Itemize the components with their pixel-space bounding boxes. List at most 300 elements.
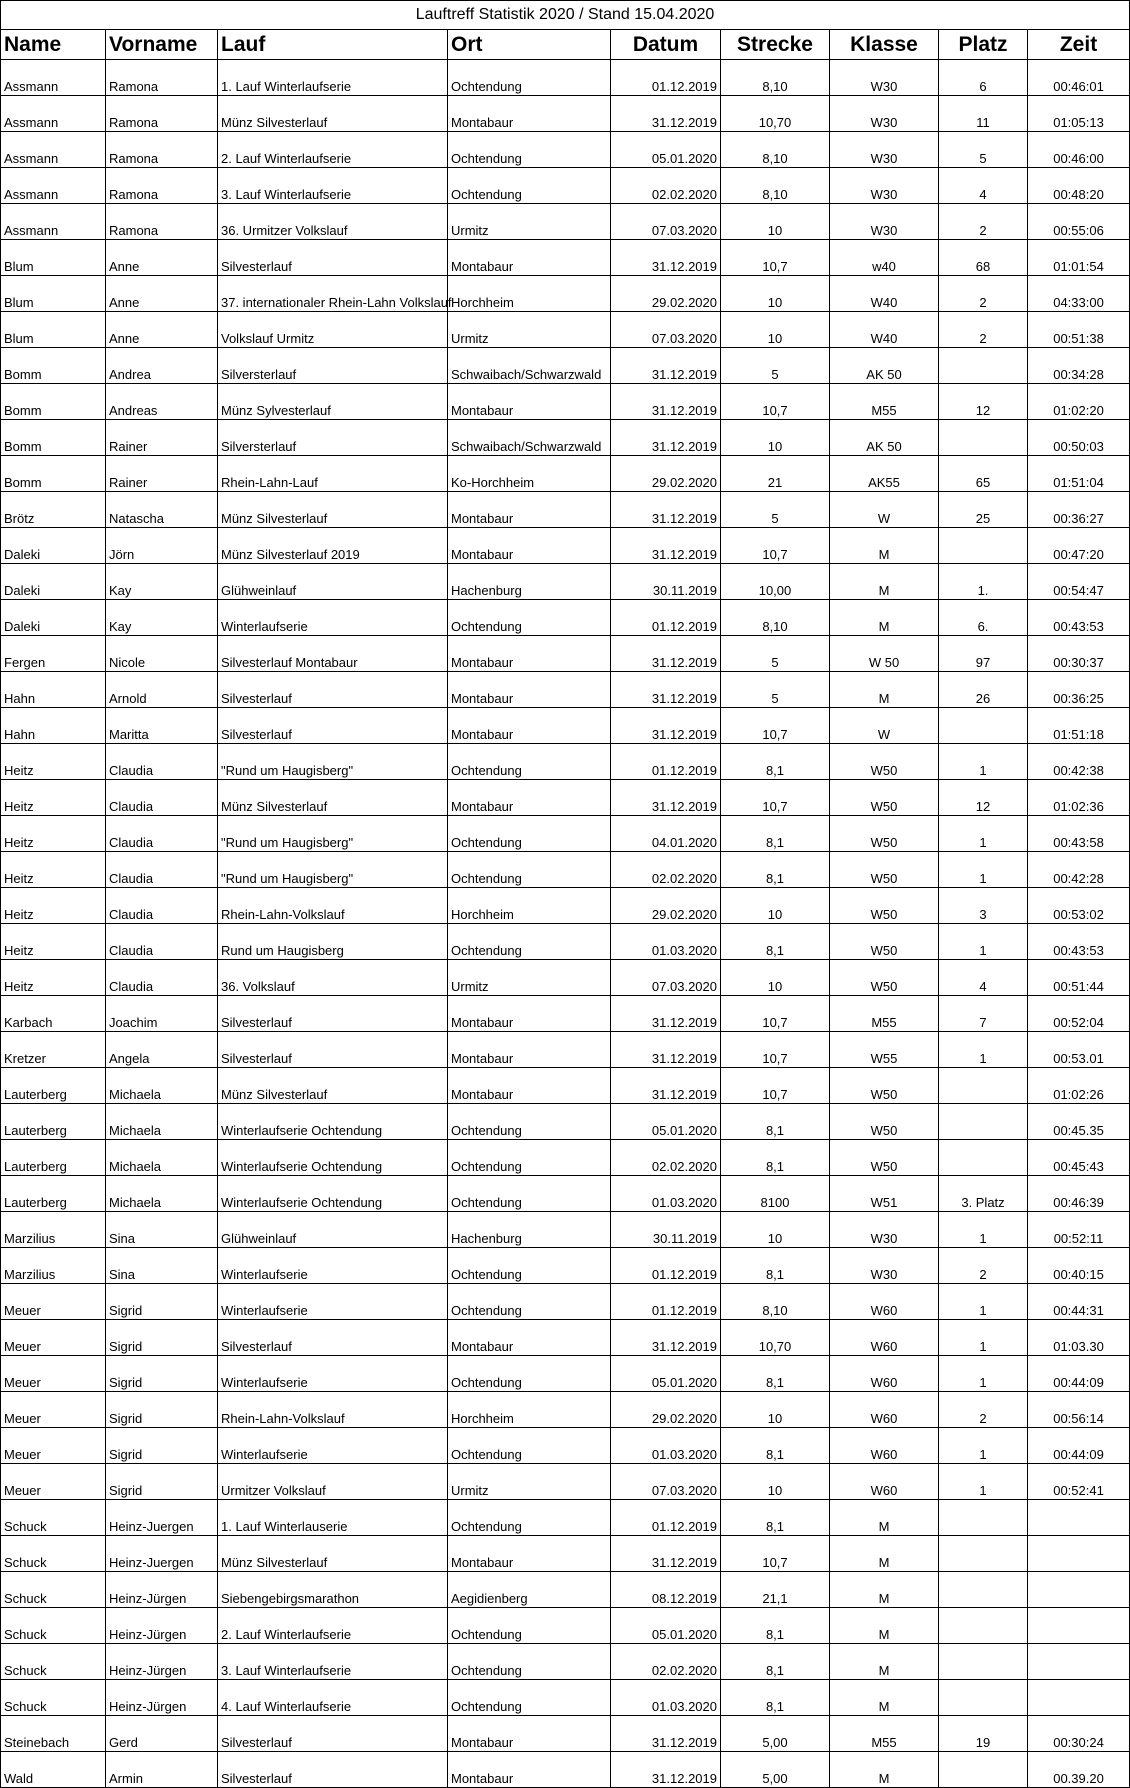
cell-klasse[interactable]: W30 <box>830 204 939 240</box>
cell-strecke[interactable]: 8,1 <box>721 1104 830 1140</box>
cell-strecke[interactable]: 10 <box>721 1392 830 1428</box>
cell-klasse[interactable]: W30 <box>830 1212 939 1248</box>
cell-zeit[interactable]: 00:56:14 <box>1028 1392 1130 1428</box>
cell-datum[interactable]: 01.12.2019 <box>611 600 721 636</box>
cell-datum[interactable]: 31.12.2019 <box>611 1032 721 1068</box>
cell-klasse[interactable]: W50 <box>830 1068 939 1104</box>
cell-datum[interactable]: 01.12.2019 <box>611 60 721 96</box>
cell-strecke[interactable]: 10 <box>721 204 830 240</box>
cell-strecke[interactable]: 10 <box>721 888 830 924</box>
cell-datum[interactable]: 01.12.2019 <box>611 1248 721 1284</box>
cell-datum[interactable]: 01.12.2019 <box>611 1284 721 1320</box>
cell-klasse[interactable]: W60 <box>830 1356 939 1392</box>
cell-name[interactable]: Hahn <box>1 672 106 708</box>
cell-klasse[interactable]: W50 <box>830 1104 939 1140</box>
cell-vorname[interactable]: Heinz-Jürgen <box>106 1608 218 1644</box>
cell-datum[interactable]: 31.12.2019 <box>611 240 721 276</box>
cell-platz[interactable]: 65 <box>939 456 1028 492</box>
cell-vorname[interactable]: Claudia <box>106 744 218 780</box>
cell-ort[interactable]: Ochtendung <box>448 1176 611 1212</box>
cell-strecke[interactable]: 8,1 <box>721 924 830 960</box>
cell-platz[interactable]: 12 <box>939 384 1028 420</box>
cell-ort[interactable]: Horchheim <box>448 1392 611 1428</box>
cell-zeit[interactable] <box>1028 1680 1130 1716</box>
cell-strecke[interactable]: 10,70 <box>721 96 830 132</box>
cell-platz[interactable]: 11 <box>939 96 1028 132</box>
cell-strecke[interactable]: 10 <box>721 960 830 996</box>
cell-ort[interactable]: Ochtendung <box>448 816 611 852</box>
cell-name[interactable]: Heitz <box>1 924 106 960</box>
cell-platz[interactable] <box>939 1608 1028 1644</box>
cell-platz[interactable] <box>939 420 1028 456</box>
cell-lauf[interactable]: Münz Silvesterlauf <box>218 492 448 528</box>
cell-lauf[interactable]: Rhein-Lahn-Lauf <box>218 456 448 492</box>
cell-platz[interactable]: 1 <box>939 924 1028 960</box>
cell-name[interactable]: Kretzer <box>1 1032 106 1068</box>
cell-name[interactable]: Meuer <box>1 1392 106 1428</box>
cell-lauf[interactable]: Rhein-Lahn-Volkslauf <box>218 1392 448 1428</box>
cell-vorname[interactable]: Ramona <box>106 204 218 240</box>
cell-klasse[interactable]: M55 <box>830 1716 939 1752</box>
cell-zeit[interactable]: 01:01:54 <box>1028 240 1130 276</box>
cell-datum[interactable]: 31.12.2019 <box>611 420 721 456</box>
header-klasse[interactable]: Klasse <box>830 30 939 60</box>
cell-strecke[interactable]: 8,1 <box>721 1680 830 1716</box>
cell-zeit[interactable]: 00:44:09 <box>1028 1428 1130 1464</box>
cell-vorname[interactable]: Kay <box>106 564 218 600</box>
cell-lauf[interactable]: Glühweinlauf <box>218 564 448 600</box>
cell-lauf[interactable]: 1. Lauf Winterlauserie <box>218 1500 448 1536</box>
cell-strecke[interactable]: 10 <box>721 276 830 312</box>
header-name[interactable]: Name <box>1 30 106 60</box>
cell-zeit[interactable]: 00:43:53 <box>1028 600 1130 636</box>
cell-strecke[interactable]: 8,1 <box>721 1356 830 1392</box>
cell-lauf[interactable]: Silvesterlauf <box>218 708 448 744</box>
cell-klasse[interactable]: M <box>830 564 939 600</box>
cell-ort[interactable]: Montabaur <box>448 780 611 816</box>
cell-strecke[interactable]: 8,1 <box>721 1248 830 1284</box>
cell-platz[interactable] <box>939 1752 1028 1788</box>
cell-klasse[interactable]: AK55 <box>830 456 939 492</box>
cell-name[interactable]: Brötz <box>1 492 106 528</box>
cell-platz[interactable]: 1 <box>939 1320 1028 1356</box>
cell-ort[interactable]: Ochtendung <box>448 1608 611 1644</box>
cell-vorname[interactable]: Claudia <box>106 888 218 924</box>
cell-datum[interactable]: 08.12.2019 <box>611 1572 721 1608</box>
cell-ort[interactable]: Ochtendung <box>448 1248 611 1284</box>
cell-lauf[interactable]: "Rund um Haugisberg" <box>218 744 448 780</box>
cell-platz[interactable]: 1 <box>939 816 1028 852</box>
cell-name[interactable]: Schuck <box>1 1572 106 1608</box>
cell-platz[interactable] <box>939 1644 1028 1680</box>
cell-zeit[interactable]: 00:42:38 <box>1028 744 1130 780</box>
cell-zeit[interactable]: 00:42:28 <box>1028 852 1130 888</box>
cell-strecke[interactable]: 5,00 <box>721 1716 830 1752</box>
cell-vorname[interactable]: Armin <box>106 1752 218 1788</box>
cell-vorname[interactable]: Heinz-Jürgen <box>106 1572 218 1608</box>
cell-vorname[interactable]: Sigrid <box>106 1392 218 1428</box>
cell-name[interactable]: Fergen <box>1 636 106 672</box>
cell-klasse[interactable]: w40 <box>830 240 939 276</box>
cell-platz[interactable]: 26 <box>939 672 1028 708</box>
cell-ort[interactable]: Schwaibach/Schwarzwald <box>448 348 611 384</box>
cell-datum[interactable]: 31.12.2019 <box>611 1716 721 1752</box>
cell-ort[interactable]: Montabaur <box>448 636 611 672</box>
cell-ort[interactable]: Montabaur <box>448 528 611 564</box>
cell-strecke[interactable]: 8,1 <box>721 1428 830 1464</box>
cell-lauf[interactable]: Winterlaufserie Ochtendung <box>218 1176 448 1212</box>
cell-vorname[interactable]: Claudia <box>106 852 218 888</box>
cell-platz[interactable]: 7 <box>939 996 1028 1032</box>
cell-strecke[interactable]: 8,1 <box>721 816 830 852</box>
cell-platz[interactable]: 1 <box>939 1464 1028 1500</box>
cell-ort[interactable]: Schwaibach/Schwarzwald <box>448 420 611 456</box>
cell-vorname[interactable]: Heinz-Juergen <box>106 1500 218 1536</box>
cell-datum[interactable]: 05.01.2020 <box>611 132 721 168</box>
cell-name[interactable]: Lauterberg <box>1 1104 106 1140</box>
cell-klasse[interactable]: W40 <box>830 276 939 312</box>
cell-klasse[interactable]: W40 <box>830 312 939 348</box>
cell-strecke[interactable]: 8,1 <box>721 1500 830 1536</box>
cell-ort[interactable]: Ochtendung <box>448 1644 611 1680</box>
cell-strecke[interactable]: 10,70 <box>721 1320 830 1356</box>
cell-platz[interactable]: 1. <box>939 564 1028 600</box>
cell-platz[interactable] <box>939 1104 1028 1140</box>
cell-datum[interactable]: 31.12.2019 <box>611 1752 721 1788</box>
cell-zeit[interactable]: 01:02:26 <box>1028 1068 1130 1104</box>
cell-strecke[interactable]: 10,7 <box>721 780 830 816</box>
cell-klasse[interactable]: AK 50 <box>830 420 939 456</box>
cell-vorname[interactable]: Claudia <box>106 924 218 960</box>
header-strecke[interactable]: Strecke <box>721 30 830 60</box>
cell-datum[interactable]: 31.12.2019 <box>611 636 721 672</box>
cell-strecke[interactable]: 5,00 <box>721 1752 830 1788</box>
cell-zeit[interactable]: 00.39.20 <box>1028 1752 1130 1788</box>
cell-platz[interactable] <box>939 348 1028 384</box>
cell-datum[interactable]: 02.02.2020 <box>611 168 721 204</box>
cell-strecke[interactable]: 8,1 <box>721 1644 830 1680</box>
cell-name[interactable]: Lauterberg <box>1 1176 106 1212</box>
cell-platz[interactable]: 97 <box>939 636 1028 672</box>
cell-name[interactable]: Blum <box>1 276 106 312</box>
cell-zeit[interactable]: 00:54:47 <box>1028 564 1130 600</box>
cell-strecke[interactable]: 5 <box>721 672 830 708</box>
cell-vorname[interactable]: Rainer <box>106 420 218 456</box>
cell-lauf[interactable]: "Rund um Haugisberg" <box>218 852 448 888</box>
cell-platz[interactable]: 1 <box>939 1284 1028 1320</box>
cell-zeit[interactable]: 00:43:53 <box>1028 924 1130 960</box>
header-ort[interactable]: Ort <box>448 30 611 60</box>
cell-datum[interactable]: 31.12.2019 <box>611 96 721 132</box>
cell-datum[interactable]: 04.01.2020 <box>611 816 721 852</box>
cell-lauf[interactable]: 4. Lauf Winterlaufserie <box>218 1680 448 1716</box>
cell-strecke[interactable]: 8,1 <box>721 1140 830 1176</box>
cell-lauf[interactable]: Winterlaufserie <box>218 600 448 636</box>
cell-strecke[interactable]: 10,7 <box>721 384 830 420</box>
cell-strecke[interactable]: 10,00 <box>721 564 830 600</box>
cell-ort[interactable]: Montabaur <box>448 1536 611 1572</box>
cell-strecke[interactable]: 10 <box>721 1464 830 1500</box>
cell-ort[interactable]: Hachenburg <box>448 1212 611 1248</box>
cell-vorname[interactable]: Claudia <box>106 816 218 852</box>
header-platz[interactable]: Platz <box>939 30 1028 60</box>
cell-vorname[interactable]: Sina <box>106 1212 218 1248</box>
cell-lauf[interactable]: 3. Lauf Winterlaufserie <box>218 1644 448 1680</box>
cell-lauf[interactable]: Silvesterlauf <box>218 672 448 708</box>
cell-zeit[interactable]: 00:30:37 <box>1028 636 1130 672</box>
cell-klasse[interactable]: W50 <box>830 1140 939 1176</box>
header-lauf[interactable]: Lauf <box>218 30 448 60</box>
cell-zeit[interactable]: 00:53.01 <box>1028 1032 1130 1068</box>
cell-datum[interactable]: 29.02.2020 <box>611 1392 721 1428</box>
cell-datum[interactable]: 01.03.2020 <box>611 1680 721 1716</box>
cell-platz[interactable]: 1 <box>939 1428 1028 1464</box>
cell-name[interactable]: Marzilius <box>1 1248 106 1284</box>
cell-lauf[interactable]: Münz Silvesterlauf <box>218 96 448 132</box>
cell-vorname[interactable]: Ramona <box>106 168 218 204</box>
cell-lauf[interactable]: Winterlaufserie <box>218 1248 448 1284</box>
cell-klasse[interactable]: M <box>830 1572 939 1608</box>
cell-name[interactable]: Marzilius <box>1 1212 106 1248</box>
cell-lauf[interactable]: Winterlaufserie <box>218 1284 448 1320</box>
cell-lauf[interactable]: Rund um Haugisberg <box>218 924 448 960</box>
cell-ort[interactable]: Ochtendung <box>448 1428 611 1464</box>
cell-zeit[interactable]: 00:52:11 <box>1028 1212 1130 1248</box>
cell-lauf[interactable]: Winterlaufserie <box>218 1356 448 1392</box>
cell-lauf[interactable]: Winterlaufserie <box>218 1428 448 1464</box>
cell-klasse[interactable]: W60 <box>830 1464 939 1500</box>
cell-name[interactable]: Assmann <box>1 168 106 204</box>
cell-ort[interactable]: Ochtendung <box>448 60 611 96</box>
cell-strecke[interactable]: 8,10 <box>721 60 830 96</box>
cell-zeit[interactable]: 01:05:13 <box>1028 96 1130 132</box>
cell-zeit[interactable]: 00:53:02 <box>1028 888 1130 924</box>
cell-lauf[interactable]: "Rund um Haugisberg" <box>218 816 448 852</box>
cell-strecke[interactable]: 8,10 <box>721 168 830 204</box>
cell-klasse[interactable]: W60 <box>830 1428 939 1464</box>
cell-datum[interactable]: 01.03.2020 <box>611 924 721 960</box>
cell-zeit[interactable]: 00:45:43 <box>1028 1140 1130 1176</box>
cell-platz[interactable] <box>939 1680 1028 1716</box>
cell-zeit[interactable] <box>1028 1608 1130 1644</box>
cell-ort[interactable]: Montabaur <box>448 708 611 744</box>
cell-klasse[interactable]: W50 <box>830 816 939 852</box>
cell-klasse[interactable]: M55 <box>830 384 939 420</box>
cell-datum[interactable]: 02.02.2020 <box>611 852 721 888</box>
cell-strecke[interactable]: 8,10 <box>721 1284 830 1320</box>
cell-zeit[interactable] <box>1028 1536 1130 1572</box>
cell-vorname[interactable]: Ramona <box>106 96 218 132</box>
cell-klasse[interactable]: AK 50 <box>830 348 939 384</box>
cell-datum[interactable]: 05.01.2020 <box>611 1608 721 1644</box>
cell-zeit[interactable]: 01:03.30 <box>1028 1320 1130 1356</box>
cell-datum[interactable]: 01.03.2020 <box>611 1428 721 1464</box>
cell-lauf[interactable]: Silversterlauf <box>218 348 448 384</box>
cell-name[interactable]: Schuck <box>1 1644 106 1680</box>
cell-lauf[interactable]: Silversterlauf <box>218 420 448 456</box>
cell-datum[interactable]: 31.12.2019 <box>611 348 721 384</box>
cell-name[interactable]: Assmann <box>1 132 106 168</box>
cell-datum[interactable]: 30.11.2019 <box>611 1212 721 1248</box>
cell-strecke[interactable]: 10 <box>721 420 830 456</box>
cell-zeit[interactable]: 00:46:01 <box>1028 60 1130 96</box>
cell-strecke[interactable]: 21 <box>721 456 830 492</box>
cell-ort[interactable]: Montabaur <box>448 1716 611 1752</box>
cell-zeit[interactable]: 00:34:28 <box>1028 348 1130 384</box>
cell-name[interactable]: Bomm <box>1 384 106 420</box>
cell-lauf[interactable]: Silvesterlauf <box>218 996 448 1032</box>
cell-strecke[interactable]: 10,7 <box>721 240 830 276</box>
cell-zeit[interactable]: 00:44:31 <box>1028 1284 1130 1320</box>
cell-lauf[interactable]: Silvesterlauf <box>218 1320 448 1356</box>
cell-klasse[interactable]: M <box>830 1752 939 1788</box>
cell-datum[interactable]: 31.12.2019 <box>611 384 721 420</box>
cell-ort[interactable]: Montabaur <box>448 672 611 708</box>
cell-klasse[interactable]: W30 <box>830 132 939 168</box>
cell-platz[interactable]: 4 <box>939 960 1028 996</box>
cell-strecke[interactable]: 10,7 <box>721 528 830 564</box>
cell-lauf[interactable]: Rhein-Lahn-Volkslauf <box>218 888 448 924</box>
cell-datum[interactable]: 31.12.2019 <box>611 528 721 564</box>
cell-vorname[interactable]: Rainer <box>106 456 218 492</box>
cell-klasse[interactable]: W50 <box>830 852 939 888</box>
cell-strecke[interactable]: 5 <box>721 492 830 528</box>
cell-datum[interactable]: 05.01.2020 <box>611 1356 721 1392</box>
cell-vorname[interactable]: Heinz-Jürgen <box>106 1644 218 1680</box>
cell-datum[interactable]: 31.12.2019 <box>611 1068 721 1104</box>
cell-datum[interactable]: 01.03.2020 <box>611 1176 721 1212</box>
cell-klasse[interactable]: W30 <box>830 1248 939 1284</box>
cell-klasse[interactable]: M <box>830 1608 939 1644</box>
cell-vorname[interactable]: Ramona <box>106 132 218 168</box>
cell-platz[interactable] <box>939 1140 1028 1176</box>
cell-name[interactable]: Daleki <box>1 528 106 564</box>
cell-lauf[interactable]: 2. Lauf Winterlaufserie <box>218 132 448 168</box>
cell-vorname[interactable]: Jörn <box>106 528 218 564</box>
cell-platz[interactable]: 1 <box>939 1356 1028 1392</box>
cell-datum[interactable]: 02.02.2020 <box>611 1644 721 1680</box>
cell-ort[interactable]: Ochtendung <box>448 132 611 168</box>
cell-zeit[interactable]: 00:47:20 <box>1028 528 1130 564</box>
cell-datum[interactable]: 31.12.2019 <box>611 492 721 528</box>
cell-datum[interactable]: 05.01.2020 <box>611 1104 721 1140</box>
cell-ort[interactable]: Urmitz <box>448 312 611 348</box>
cell-klasse[interactable]: M <box>830 1536 939 1572</box>
cell-name[interactable]: Heitz <box>1 816 106 852</box>
cell-klasse[interactable]: W51 <box>830 1176 939 1212</box>
cell-name[interactable]: Wald <box>1 1752 106 1788</box>
cell-zeit[interactable]: 00:50:03 <box>1028 420 1130 456</box>
cell-zeit[interactable] <box>1028 1572 1130 1608</box>
cell-name[interactable]: Heitz <box>1 780 106 816</box>
cell-klasse[interactable]: M <box>830 600 939 636</box>
cell-platz[interactable]: 1 <box>939 852 1028 888</box>
cell-strecke[interactable]: 8100 <box>721 1176 830 1212</box>
cell-name[interactable]: Assmann <box>1 60 106 96</box>
cell-klasse[interactable]: W 50 <box>830 636 939 672</box>
cell-klasse[interactable]: W60 <box>830 1320 939 1356</box>
cell-platz[interactable]: 12 <box>939 780 1028 816</box>
cell-klasse[interactable]: M <box>830 1680 939 1716</box>
cell-platz[interactable]: 1 <box>939 1032 1028 1068</box>
sheet-title[interactable]: Lauftreff Statistik 2020 / Stand 15.04.2020 <box>1 1 1130 30</box>
cell-ort[interactable]: Montabaur <box>448 1320 611 1356</box>
cell-name[interactable]: Schuck <box>1 1608 106 1644</box>
cell-zeit[interactable]: 00:36:27 <box>1028 492 1130 528</box>
cell-strecke[interactable]: 10 <box>721 312 830 348</box>
cell-zeit[interactable]: 00:45.35 <box>1028 1104 1130 1140</box>
cell-vorname[interactable]: Sigrid <box>106 1284 218 1320</box>
cell-name[interactable]: Karbach <box>1 996 106 1032</box>
cell-klasse[interactable]: W60 <box>830 1284 939 1320</box>
cell-klasse[interactable]: M <box>830 672 939 708</box>
cell-klasse[interactable]: W50 <box>830 924 939 960</box>
cell-lauf[interactable]: Siebengebirgsmarathon <box>218 1572 448 1608</box>
cell-klasse[interactable]: W30 <box>830 96 939 132</box>
cell-zeit[interactable]: 00:36:25 <box>1028 672 1130 708</box>
cell-ort[interactable]: Ochtendung <box>448 744 611 780</box>
cell-ort[interactable]: Hachenburg <box>448 564 611 600</box>
cell-name[interactable]: Assmann <box>1 204 106 240</box>
cell-vorname[interactable]: Joachim <box>106 996 218 1032</box>
cell-datum[interactable]: 30.11.2019 <box>611 564 721 600</box>
cell-klasse[interactable]: W50 <box>830 888 939 924</box>
cell-zeit[interactable]: 00:30:24 <box>1028 1716 1130 1752</box>
cell-platz[interactable]: 2 <box>939 312 1028 348</box>
cell-lauf[interactable]: Münz Silvesterlauf 2019 <box>218 528 448 564</box>
cell-lauf[interactable]: Volkslauf Urmitz <box>218 312 448 348</box>
cell-lauf[interactable]: Münz Silvesterlauf <box>218 1068 448 1104</box>
cell-name[interactable]: Meuer <box>1 1428 106 1464</box>
cell-platz[interactable]: 19 <box>939 1716 1028 1752</box>
cell-datum[interactable]: 31.12.2019 <box>611 996 721 1032</box>
cell-ort[interactable]: Montabaur <box>448 240 611 276</box>
cell-strecke[interactable]: 10,7 <box>721 1536 830 1572</box>
cell-ort[interactable]: Montabaur <box>448 1752 611 1788</box>
cell-vorname[interactable]: Nicole <box>106 636 218 672</box>
cell-vorname[interactable]: Claudia <box>106 960 218 996</box>
cell-name[interactable]: Schuck <box>1 1500 106 1536</box>
cell-zeit[interactable]: 00:43:58 <box>1028 816 1130 852</box>
cell-ort[interactable]: Montabaur <box>448 1068 611 1104</box>
cell-platz[interactable] <box>939 1536 1028 1572</box>
cell-platz[interactable]: 68 <box>939 240 1028 276</box>
cell-ort[interactable]: Ochtendung <box>448 600 611 636</box>
cell-name[interactable]: Bomm <box>1 420 106 456</box>
cell-zeit[interactable]: 01:02:20 <box>1028 384 1130 420</box>
cell-vorname[interactable]: Natascha <box>106 492 218 528</box>
cell-strecke[interactable]: 10,7 <box>721 996 830 1032</box>
cell-lauf[interactable]: Glühweinlauf <box>218 1212 448 1248</box>
cell-name[interactable]: Meuer <box>1 1464 106 1500</box>
cell-vorname[interactable]: Maritta <box>106 708 218 744</box>
cell-zeit[interactable]: 01:51:04 <box>1028 456 1130 492</box>
cell-datum[interactable]: 29.02.2020 <box>611 456 721 492</box>
cell-zeit[interactable]: 01:02:36 <box>1028 780 1130 816</box>
cell-platz[interactable]: 6. <box>939 600 1028 636</box>
cell-klasse[interactable]: W <box>830 708 939 744</box>
cell-lauf[interactable]: 36. Urmitzer Volkslauf <box>218 204 448 240</box>
header-vorname[interactable]: Vorname <box>106 30 218 60</box>
cell-platz[interactable]: 2 <box>939 204 1028 240</box>
cell-ort[interactable]: Ochtendung <box>448 1680 611 1716</box>
cell-platz[interactable]: 3. Platz <box>939 1176 1028 1212</box>
cell-platz[interactable]: 5 <box>939 132 1028 168</box>
cell-lauf[interactable]: Silvesterlauf <box>218 1716 448 1752</box>
cell-zeit[interactable]: 00:51:38 <box>1028 312 1130 348</box>
cell-ort[interactable]: Aegidienberg <box>448 1572 611 1608</box>
cell-klasse[interactable]: W30 <box>830 60 939 96</box>
